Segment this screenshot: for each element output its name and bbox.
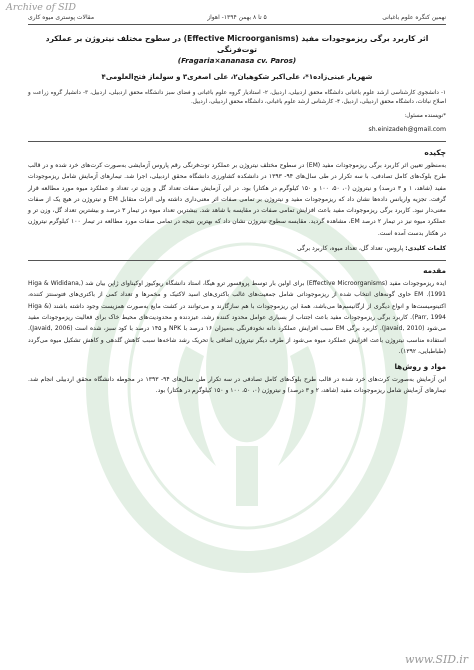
conference-date: ۵ تا ۸ بهمن ۱۳۹۴- اهواز	[207, 14, 267, 21]
paper-title-latin: (Fragaria×ananasa cv. Paros)	[177, 56, 297, 65]
keywords-list: پاروس، تعداد گل، تعداد میوه، کاربرد برگی	[296, 245, 406, 253]
abstract-heading: چکیده	[28, 141, 446, 157]
sid-watermark: www.SID.ir	[404, 653, 468, 666]
corresponding-author-label: *نویسنده مسئول:	[404, 113, 446, 119]
paper-title: اثر کاربرد برگی ریزموجودات مفید (Effective Microorganisms) در سطوح مختلف نیتروژن بر عملکرد توت‌فرنگی	[45, 34, 429, 54]
affiliations: ۱- دانشجوی کارشناسی ارشد علوم باغبانی دانشگاه محقق اردبیلی، اردبیل، ۲- استادیار گروه علوم باغبانی و فضای سبز دانشگاه محقق اردبیلی، اردبیل، ۳- دانشیار گروه زراعت و اصلاح نباتات، دانشگاه محقق اردبیلی، اردبیل، ۴- کارشناس ارشد علوم باغبانی، دانشگاه محقق اردبیلی، اردبیل.	[28, 90, 446, 105]
session-name: مقالات پوستری میوه کاری	[28, 14, 95, 21]
paper-page	[28, 14, 446, 397]
introduction-heading: مقدمه	[423, 266, 446, 276]
abstract-text: به‌منظور تعیین اثر کاربرد برگی ریزموجودات مفید (EM) در سطوح مختلف نیتروژن بر عملکرد توت‌فرنگی رقم پاروس آزمایشی به‌صورت کرت‌های خرد شده و در قالب طرح بلوک‌های کامل تصادفی، با سه تکرار در طی سال‌های ۹۴- ۱۳۹۳ در دانشکده کشاورزی دانشگاه محقق اردبیلی، اجرا شد. تیمارهای آزمایش شامل ریزموجودات مفید (شاهد، ۱ و ۳ درصد) و نیتروژن (۰، ۵۰، ۱۰۰ و ۱۵۰ کیلوگرم در هکتار) بود. در این آزمایش صفات تعداد گل و وزن تر، تعداد و عملکرد میوه مورد مطالعه قرار گرفت. تجزیه واریانس داده‌ها نشان داد که ریزموجودات مفید و نیتروژن بر تمامی صفات اثر معنی‌داری داشته ولی اثرات متقابل EM و نیتروژن در هیچ یک از صفات معنی‌دار نبود. کاربرد برگی ریزموجودات مفید باعث افزایش تمامی صفات در مقایسه با شاهد شد. بیشترین تعداد میوه در تیمار ۳ درصد و بیشترین تعداد گل، وزن تر و عملکرد میوه نیز در تیمار ۲ درصد EM، مشاهده گردید. مقایسه سطوح نیتروژن نشان داد که بهترین نتیجه در تمامی صفات مورد مطالعه در تیمار ۱۰۰ کیلوگرم نیتروژن در هکتار بدست آمده است.	[28, 162, 447, 237]
keywords-label: کلمات کلیدی:	[405, 245, 446, 253]
running-head	[28, 14, 446, 25]
archive-watermark: Archive of SID	[6, 2, 77, 13]
introduction-text: ایده ریزموجودات مفید (Effective Microorganisms) برای اولین بار توسط پروفسور ترو هیگا، استاد دانشگاه ریوکیوز اوکیناوای ژاپن بیان شد (Higa & Wididana, 1991). EM حاوی گونه‌های انتخاب شده از ریزموجوداتی شامل جمعیت‌های غالب باکتری‌های اسید لاکتیک و مخمرها و تعداد کمی از باکتری‌های فتوسنتز کننده، اکتینومیست‌ها و انواع دیگری از ارگانیسم‌ها می‌باشد، همهٔ این ریزموجودات با هم سازگارند و می‌توانند در کشت مایع به‌صورت همزیست وجود داشته باشند (Higa & Parr, 1994). کاربرد برگی ریزموجودات مفید باعث اجتناب از بسیاری عوامل محدود کننده رشد، عیزدنده و محدودیت‌های محیط خاک برای فعالیت ریزموجودات مفید می‌شود (Javaid, 2010). کاربرد برگی EM سبب افزایش عملکرد دانه نخودفرنگی به‌میزان ۱۶ درصد با NPK و ۱۴۵ درصد با کود سبز، شده است (Javaid, 2006). استفاده مناسب نیتروژن باعث افزایش عملکرد میوه می‌شود از طرف دیگر نیتروژن اضافی با تحریک رشد شاخه‌ها سبب کاهش گلدهی و کاهش تشکیل میوه می‌گردد (طباطبایی، ۱۳۹۲).	[28, 280, 447, 355]
methods-text: این آزمایش به‌صورت کرت‌های خرد شده در قالب طرح بلوک‌های کامل تصادفی در سه تکرار طی سال‌های ۹۴- ۱۳۹۳ در محوطه دانشگاه محقق اردبیلی انجام شد. تیمارهای آزمایش شامل ریزموجودات مفید (شاهد، ۲ و ۳ درصد) و نیتروژن (۰، ۵۰، ۱۰۰ و ۱۵۰ کیلوگرم در هکتار) بود.	[28, 376, 446, 395]
author-email: sh.einizadeh@gmail.com	[368, 126, 446, 133]
author-list: شهریار عینی‌زاده۱*، علی‌اکبر شکوهیان۲، علی اصغری۳ و سولماز فتح‌العلومی۴	[101, 73, 373, 81]
conference-name: نهمین کنگره علوم باغبانی	[382, 14, 446, 21]
methods-heading: مواد و روش‌ها	[394, 362, 446, 372]
keywords-line	[28, 245, 446, 261]
